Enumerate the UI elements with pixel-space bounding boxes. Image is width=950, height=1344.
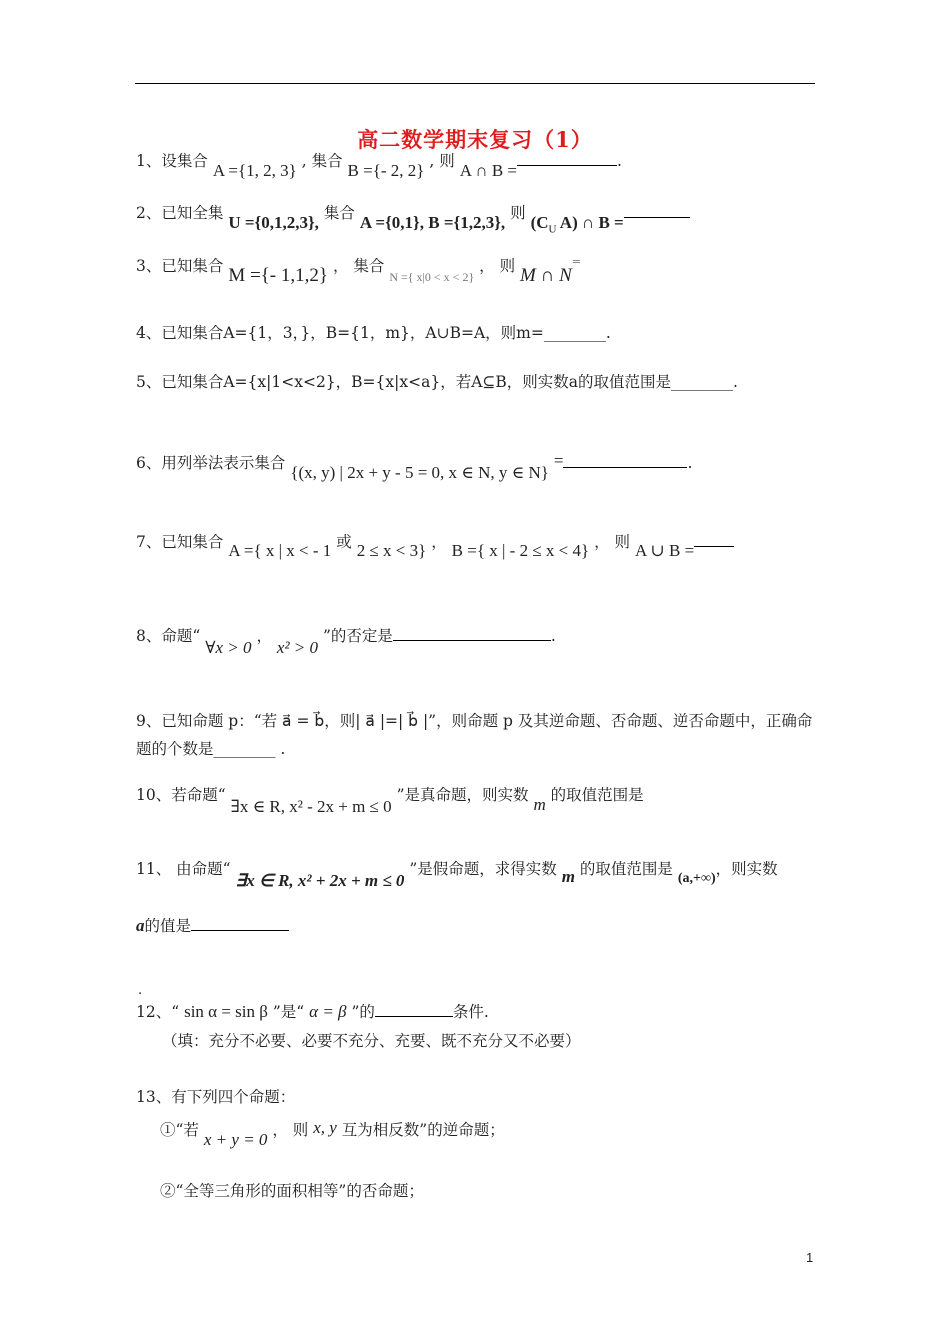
q3-text-2: ， 集合: [332, 257, 385, 276]
q13-item1-eq: x + y = 0: [203, 1130, 268, 1149]
q7-set-b: B ={ x | - 2 ≤ x < 4}: [451, 541, 590, 560]
q12-end: 条件.: [452, 1003, 489, 1021]
question-1: [136, 150, 622, 180]
q8-inequality: x² > 0: [276, 638, 319, 657]
q2-text-3: 则: [510, 204, 526, 222]
q1-text: 1、设集合: [136, 152, 208, 170]
q2-answer-blank[interactable]: [624, 203, 690, 218]
question-10: [136, 784, 644, 816]
q7-set-a: A ={ x | x < - 1: [228, 541, 332, 560]
q10-text: 10、若命题“: [136, 786, 226, 804]
q12-angle-eq: α = β: [309, 1002, 347, 1021]
q1-set-b: B ={- 2, 2}: [347, 161, 425, 180]
q11-variable-m: m: [561, 867, 575, 886]
q12-sine-eq: sin α = sin β: [184, 1002, 268, 1021]
q8-text: 8、命题“: [136, 627, 201, 645]
q3-text: 3、已知集合: [136, 257, 224, 276]
q13-item-2: ②“全等三角形的面积相等”的否命题；: [160, 1182, 424, 1200]
q3-equals: =: [571, 255, 581, 268]
q12-note: （填：充分不必要、必要不充分、充要、既不充分又不必要）: [162, 1032, 581, 1050]
question-3: [136, 251, 581, 287]
q13-item1-text-3: 互为相反数”的逆命题；: [341, 1121, 505, 1139]
q12-answer-blank[interactable]: [375, 1002, 453, 1017]
q2-sets-ab: A ={0,1}, B ={1,2,3},: [359, 213, 506, 232]
q12-text-3: ”的: [351, 1003, 375, 1021]
q11-text: 11、 由命题“: [136, 860, 231, 878]
q10-proposition: ∃x ∈ R, x² - 2x + m ≤ 0: [230, 797, 392, 816]
q7-text-2: ，: [431, 533, 447, 551]
page-title: 高二数学期末复习（1）: [357, 127, 593, 152]
stray-dot: .: [138, 983, 143, 998]
q8-text-2: ”的否定是: [322, 627, 393, 645]
question-4: 4、已知集合A={1，3，}，B={1，m}，A∪B=A，则m=________.: [136, 324, 611, 342]
q3-set-n: N ={ x|0 < x < 2}: [389, 270, 475, 285]
q6-text: 6、用列举法表示集合: [136, 454, 286, 472]
question-7: [136, 531, 734, 560]
q7-union: A ∪ B =: [634, 541, 695, 560]
question-13: 13、有下列四个命题：: [136, 1088, 296, 1106]
q1-text-3: , 则: [429, 152, 455, 170]
q11-text-2: ”是假命题，求得实数: [409, 860, 557, 878]
q7-text-or: 或: [336, 533, 352, 551]
q12-text: 12、“: [136, 1003, 180, 1021]
q7-set-a-2: 2 ≤ x < 3}: [356, 541, 427, 560]
q3-intersection: M ∩ N: [520, 265, 572, 287]
question-6: [136, 451, 693, 482]
question-12: [136, 1001, 489, 1023]
q11-text-3: 的取值范围是: [579, 860, 673, 878]
q1-end: .: [617, 152, 622, 170]
q12-text-2: ”是“: [272, 1003, 305, 1021]
q8-answer-blank[interactable]: [393, 626, 551, 641]
question-9-line-1: 9、已知命题 p：“若 a⃗ = b⃗，则| a⃗ |=| b⃗ |”，则命题 p 及其逆命题、否命题、逆否命题中，正确命: [136, 712, 813, 730]
q3-text-3: ， 则: [479, 257, 516, 276]
q11-proposition: ∃x ∈ R, x² + 2x + m ≤ 0: [235, 871, 405, 890]
q1-intersection: A ∩ B =: [459, 161, 517, 180]
q13-item1-text: ①“若: [160, 1121, 199, 1139]
q2-complement: ($C_U$ A) ∩ B =: [530, 213, 624, 236]
q11-interval: (a,+∞): [677, 871, 716, 886]
q13-item-1: [160, 1118, 505, 1149]
q6-set: {(x, y) | 2x + y - 5 = 0, x ∈ N, y ∈ N}: [290, 463, 549, 482]
q8-comma: ，: [256, 627, 272, 645]
q1-set-a: A ={1, 2, 3}: [212, 161, 297, 180]
q10-variable-m: m: [533, 795, 546, 814]
q11-variable-a: a: [136, 916, 145, 935]
q10-text-2: ”是真命题，则实数: [396, 786, 529, 804]
q7-text-3: ， 则: [594, 533, 631, 551]
question-11-line-2: [136, 915, 289, 937]
q13-item1-text-2: ， 则: [272, 1121, 309, 1139]
q2-universal-set: U ={0,1,2,3},: [228, 213, 319, 232]
q3-set-m: M ={- 1,1,2}: [228, 265, 328, 287]
q1-text-2: , 集合: [301, 152, 343, 170]
q6-answer-blank[interactable]: [563, 453, 687, 468]
q6-equals: =: [553, 451, 564, 470]
q2-text-2: 集合: [323, 204, 355, 222]
q11-answer-blank[interactable]: [191, 916, 289, 931]
q13-item1-vars: x, y: [313, 1118, 337, 1137]
q10-text-3: 的取值范围是: [550, 786, 644, 804]
q11-text-5: 的值是: [144, 917, 192, 935]
header-rule: [135, 83, 815, 84]
question-11: [136, 858, 778, 890]
question-5: 5、已知集合A={x|1<x<2}，B={x|x<a}，若A⊆B，则实数a的取值范围是________.: [136, 373, 738, 391]
q1-answer-blank[interactable]: [517, 151, 617, 166]
q2-text: 2、已知全集: [136, 204, 224, 222]
q7-answer-blank[interactable]: [694, 532, 734, 547]
q7-text: 7、已知集合: [136, 533, 224, 551]
q11-text-4: ，则实数: [715, 860, 778, 878]
q8-quantifier: ∀x > 0: [205, 638, 252, 657]
q6-end: .: [687, 454, 693, 472]
q8-end: .: [550, 627, 556, 645]
page-number: 1: [806, 1250, 814, 1265]
question-9-line-2: 题的个数是________ .: [136, 740, 286, 758]
question-2: [136, 202, 690, 236]
question-8: [136, 625, 556, 657]
